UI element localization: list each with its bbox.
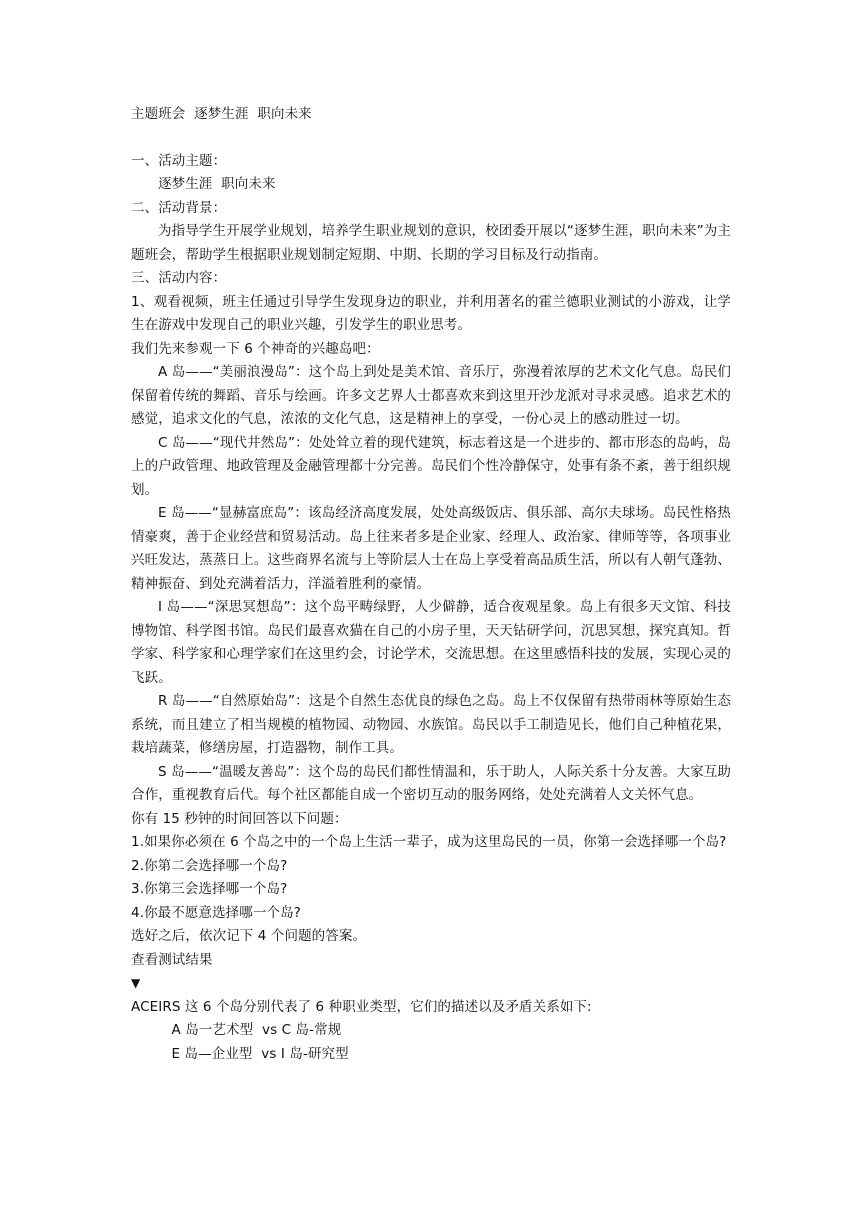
theme-text: 逐梦生涯 职向未来 xyxy=(158,176,276,192)
island-i-paragraph: I 岛——“深思冥想岛”：这个岛平畴绿野，人少僻静，适合夜观星象。岛上有很多天文馆、科技博物馆、科学图书馆。岛民们最喜欢猫在自己的小房子里，天天钻研学问，沉思冥想，探究真知。哲学家、科学家和心理学家们在这里约会，讨论学术，交流思想。在这里感悟科技的发展，实现心灵的飞跃。 xyxy=(131,599,731,686)
background-paragraph: 为指导学生开展学业规划，培养学生职业规划的意识，校团委开展以“逐梦生涯，职向未来”为主题班会，帮助学生根据职业规划制定短期、中期、长期的学习目标及行动指南。 xyxy=(131,223,731,263)
question-4: 4.你最不愿意选择哪一个岛? xyxy=(131,904,301,921)
question-1: 1.如果你必须在 6 个岛之中的一个岛上生活一辈子，成为这里岛民的一员，你第一会选择哪一个岛? xyxy=(131,834,727,850)
island-r-paragraph: R 岛——“自然原始岛”：这是个自然生态优良的绿色之岛。岛上不仅保留有热带雨林等原始生态系统，而且建立了相当规模的植物园、动物园、水族馆。岛民以手工制造见长，他们自己种植花果，栽培蔬菜，修缮房屋，打造器物，制作工具。 xyxy=(131,693,731,756)
section-heading-theme: 一、活动主题： xyxy=(131,152,227,169)
island-s-paragraph: S 岛——“温暖友善岛”：这个岛的岛民们都性情温和，乐于助人，人际关系十分友善。大家互助合作，重视教育后代。每个社区都能自成一个密切互动的服务网络，处处充满着人文关怀气息。 xyxy=(131,763,731,803)
island-a-paragraph: A 岛——“美丽浪漫岛”：这个岛上到处是美术馆、音乐厅，弥漫着浓厚的艺术文化气息。岛民们保留着传统的舞蹈、音乐与绘画。许多文艺界人士都喜欢来到这里开沙龙派对寻求灵感。追求艺术的感觉，追求文化的气息，浓浓的文化气息，这是精神上的享受，一份心灵上的感动胜过一切。 xyxy=(131,364,731,427)
questions-intro: 你有 15 秒钟的时间回答以下问题： xyxy=(131,810,348,827)
down-arrow-icon: ▼ xyxy=(131,976,141,990)
content-paragraph-1: 1、观看视频，班主任通过引导学生发现身边的职业，并利用著名的霍兰德职业测试的小游戏，让学生在游戏中发现自己的职业兴趣，引发学生的职业思考。 xyxy=(131,293,731,333)
document-page xyxy=(131,103,731,1066)
result-pair-2: E 岛—企业型 vs I 岛-研究型 xyxy=(171,1045,349,1062)
view-result-text: 查看测试结果 xyxy=(131,951,213,968)
document-title: 主题班会 逐梦生涯 职向未来 xyxy=(131,106,312,122)
content-paragraph-2: 我们先来参观一下 6 个神奇的兴趣岛吧： xyxy=(131,340,380,357)
section-heading-background: 二、活动背景： xyxy=(131,199,227,216)
result-intro: ACEIRS 这 6 个岛分别代表了 6 种职业类型，它们的描述以及矛盾关系如下: xyxy=(131,998,592,1015)
question-3: 3.你第三会选择哪一个岛? xyxy=(131,881,288,897)
section-heading-content: 三、活动内容： xyxy=(131,270,227,286)
island-e-paragraph: E 岛——“显赫富庶岛”：该岛经济高度发展，处处高级饭店、俱乐部、高尔夫球场。岛民性格热情豪爽，善于企业经营和贸易活动。岛上往来者多是企业家、经理人、政治家、律师等等，各项事业兴旺发达，蒸蒸日上。这些商界名流与上等阶层人士在岛上享受着高品质生活，所以有人朝气蓬勃、精神振奋、到处充满着活力，洋溢着胜利的豪情。 xyxy=(131,505,731,592)
questions-after: 选好之后，依次记下 4 个问题的答案。 xyxy=(131,928,367,944)
result-pair-1: A 岛一艺术型 vs C 岛-常规 xyxy=(171,1022,342,1038)
question-2: 2.你第二会选择哪一个岛? xyxy=(131,857,288,874)
island-c-paragraph: C 岛——“现代井然岛”：处处耸立着的现代建筑，标志着这是一个进步的、都市形态的岛屿，岛上的户政管理、地政管理及金融管理都十分完善。岛民们个性冷静保守，处事有条不紊，善于组织规划。 xyxy=(131,434,731,498)
